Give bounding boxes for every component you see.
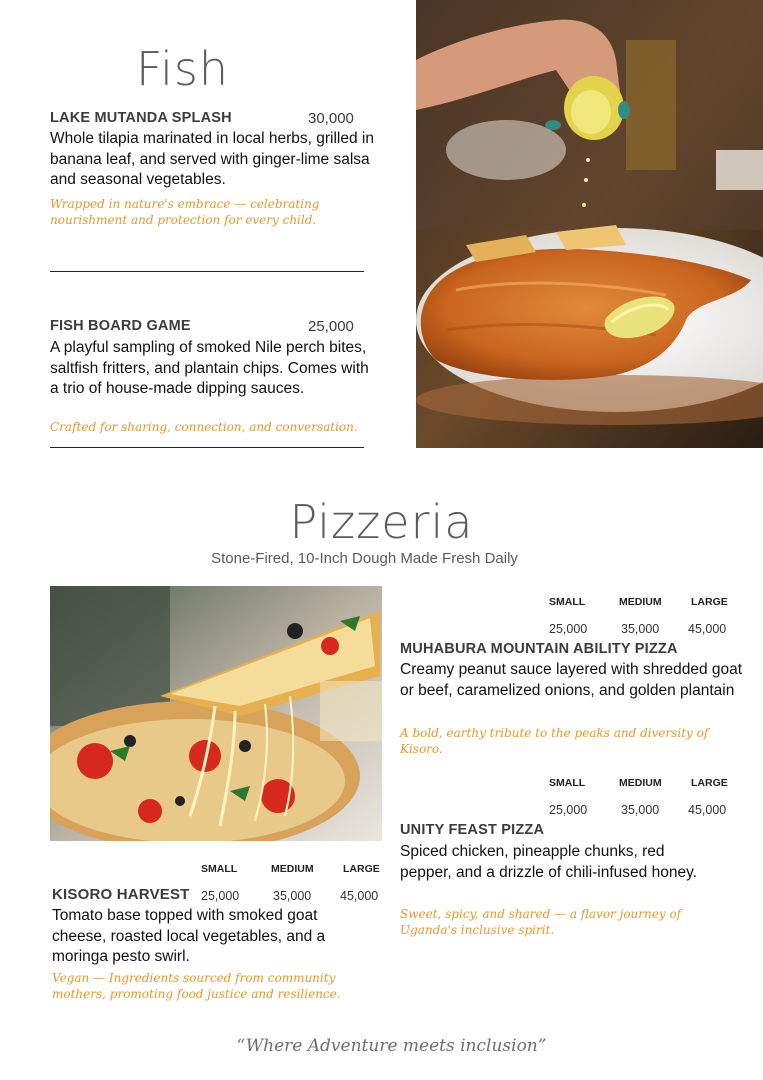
price-medium: 35,000	[621, 622, 660, 636]
pizza-item-1-tagline: A bold, earthy tribute to the peaks and diversity of Kisoro.	[400, 726, 709, 756]
size-label-large: LARGE	[691, 596, 728, 608]
pizza-item-3-tagline: Vegan — Ingredients sourced from community mothers, promoting food justice and resilience.	[52, 971, 341, 1001]
fish-item-1-description: Whole tilapia marinated in local herbs, grilled in banana leaf, and served with ginger-lime salsa and seasonal vegetables.	[50, 130, 374, 188]
fish-dish-photo	[416, 0, 763, 448]
pizza-item-2-description: Spiced chicken, pineapple chunks, red pepper, and a drizzle of chili-infused honey.	[400, 843, 697, 881]
fish-item-1-tagline: Wrapped in nature's embrace — celebrating nourishment and protection for every child.	[50, 197, 320, 227]
size-label-medium: MEDIUM	[619, 777, 662, 789]
size-label-medium: MEDIUM	[271, 863, 314, 875]
pizza-item-1-name: MUHABURA MOUNTAIN ABILITY PIZZA	[400, 641, 678, 657]
size-label-small: SMALL	[549, 596, 586, 608]
price-small: 25,000	[201, 889, 240, 903]
fish-item-1-name: LAKE MUTANDA SPLASH	[50, 110, 232, 126]
pizzeria-heading: Pizzeria	[289, 495, 474, 549]
price-small: 25,000	[549, 622, 588, 636]
fish-item-1-price: 30,000	[308, 110, 354, 127]
pizzeria-subheading: Stone-Fired, 10-Inch Dough Made Fresh Daily	[211, 550, 518, 567]
pizza-photo	[50, 586, 382, 841]
fish-item-2-name: FISH BOARD GAME	[50, 318, 191, 334]
price-small: 25,000	[549, 803, 588, 817]
divider	[50, 447, 364, 448]
pizza-item-2-tagline: Sweet, spicy, and shared — a flavor journey of Uganda's inclusive spirit.	[400, 907, 682, 937]
price-large: 45,000	[688, 803, 727, 817]
fish-heading: Fish	[136, 42, 230, 96]
size-label-small: SMALL	[201, 863, 238, 875]
pizza-item-2-name: UNITY FEAST PIZZA	[400, 822, 545, 838]
fish-item-2-description: A playful sampling of smoked Nile perch bites, saltfish fritters, and plantain chips. Comes with a trio of house-made dipping sauces.	[50, 339, 369, 397]
price-large: 45,000	[688, 622, 727, 636]
fish-item-2-tagline: Crafted for sharing, connection, and conversation.	[50, 420, 358, 434]
pizza-item-3-name: KISORO HARVEST	[52, 886, 190, 903]
size-label-large: LARGE	[691, 777, 728, 789]
footer-quote: “Where Adventure meets inclusion”	[236, 1036, 547, 1056]
size-label-medium: MEDIUM	[619, 596, 662, 608]
price-medium: 35,000	[621, 803, 660, 817]
size-label-small: SMALL	[549, 777, 586, 789]
size-label-large: LARGE	[343, 863, 380, 875]
pizza-item-3-description: Tomato base topped with smoked goat cheese, roasted local vegetables, and a moringa pesto swirl.	[52, 907, 326, 965]
price-medium: 35,000	[273, 889, 312, 903]
pizza-item-1-description: Creamy peanut sauce layered with shredded goat or beef, caramelized onions, and golden plantain	[400, 661, 743, 699]
fish-item-2-price: 25,000	[308, 318, 354, 335]
divider	[50, 271, 364, 272]
price-large: 45,000	[340, 889, 379, 903]
